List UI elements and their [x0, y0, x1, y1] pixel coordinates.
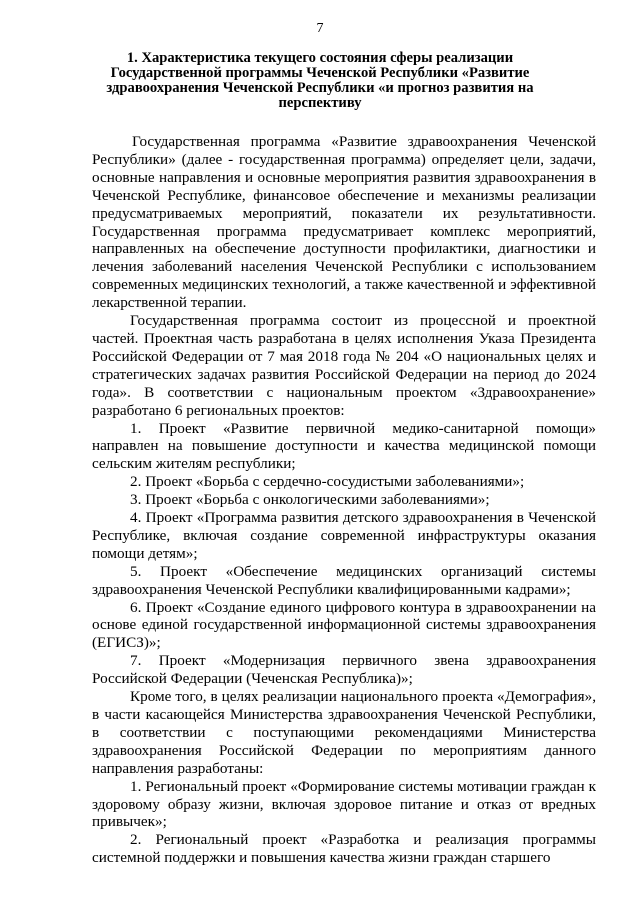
list-item-project-3: 3. Проект «Борьба с онкологическими заболеваниями»; — [130, 491, 490, 509]
paragraph-intro: Государственная программа «Развитие здравоохранения Чеченской Республики» (далее - государственная программа) определяет цели, задачи, основные направления и основные мероприятия развития здравоохранения в Чеченской Республике, финансовое обеспечение и механизмы реализации предусматриваемых мероприятий, показатели их результативности. Государственная программа предусматривает комплекс мероприятий, направленных на обеспечение доступности профилактики, диагностики и лечения заболеваний населения Чеченской Республики с использованием современных медицинских технологий, а также качественной и эффективной лекарственной терапии. — [92, 133, 596, 312]
list-item-project-4: 4. Проект «Программа развития детского здравоохранения в Чеченской Республике, включая создание современной инфраструктуры оказания помощи детям»; — [92, 509, 596, 562]
list-item-regional-project-1: 1. Региональный проект «Формирование системы мотивации граждан к здоровому образу жизни, включая здоровое питание и отказ от вредных привычек»; — [92, 777, 596, 831]
page-number: 7 — [316, 21, 324, 36]
document-body — [92, 133, 596, 867]
list-item-project-2: 2. Проект «Борьба с сердечно-сосудистыми заболеваниями»; — [130, 473, 525, 491]
list-item-project-5: 5. Проект «Обеспечение медицинских организаций системы здравоохранения Чеченской Республики квалифицированными кадрами»; — [92, 562, 596, 598]
list-item-project-6: 6. Проект «Создание единого цифрового контура в здравоохранении на основе единой государственной информационной системы здравоохранения (ЕГИСЗ)»; — [92, 598, 596, 652]
section-heading: 1. Характеристика текущего состояния сферы реализации Государственной программы Чеченской Республики «Развитие здравоохранения Чеченской Республики «и прогноз развития на перспективу — [106, 50, 534, 111]
list-item-project-1: 1. Проект «Развитие первичной медико-санитарной помощи» направлен на повышение доступности и качества медицинской помощи сельским жителям республики; — [92, 419, 596, 473]
paragraph-demography: Кроме того, в целях реализации национального проекта «Демография», в части касающейся Министерства здравоохранения Чеченской Республики, в соответствии с поступающими рекомендациями Министерства здравоохранения Российской Федерации по мероприятиям данного направления разработаны: — [92, 688, 596, 777]
list-item-regional-project-2: 2. Региональный проект «Разработка и реализация программы системной поддержки и повышения качества жизни граждан старшего — [92, 831, 596, 867]
list-item-project-7: 7. Проект «Модернизация первичного звена здравоохранения Российской Федерации (Чеченская Республика)»; — [92, 652, 596, 688]
paragraph-structure: Государственная программа состоит из процессной и проектной частей. Проектная часть разработана в целях исполнения Указа Президента Российской Федерации от 7 мая 2018 года № 204 «О национальных целях и стратегических задачах развития Российской Федерации на период до 2024 года». В соответствии с национальным проектом «Здравоохранение» разработано 6 региональных проектов: — [92, 312, 596, 419]
